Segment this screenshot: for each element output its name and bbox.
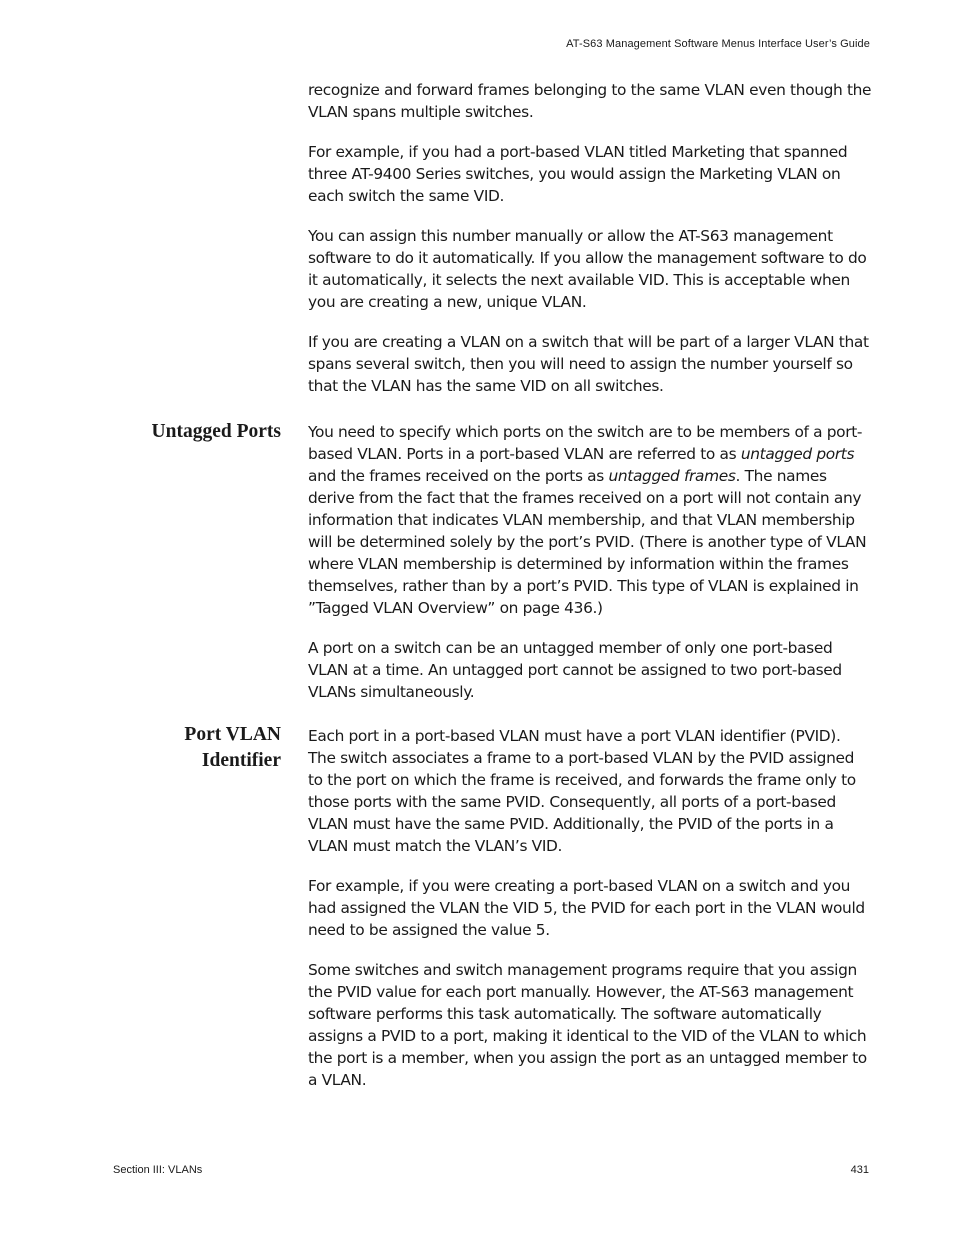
untagged-ports-section <box>308 421 872 721</box>
untagged-text-a: You need to specify which ports on the switch are to be members of a port-based VLAN. Ports in a port-based VLAN are referred to as <box>308 423 863 463</box>
port-vlan-identifier-heading <box>184 722 281 774</box>
pvid-paragraph-2: For example, if you were creating a port-based VLAN on a switch and you had assigned the VLAN the VID 5, the PVID for each port in the VLAN would need to be assigned the value 5. <box>308 877 865 939</box>
pvid-section <box>308 725 872 1109</box>
running-header: AT-S63 Management Software Menus Interface User’s Guide <box>566 38 870 50</box>
intro-paragraph-3: You can assign this number manually or allow the AT-S63 management software to do it automatically. If you allow the management software to do it automatically, it selects the next available VID. This is acceptable when you are creating a new, unique VLAN. <box>308 227 867 311</box>
untagged-text-c: . The names derive from the fact that the frames received on a port will not contain any information that indicates VLAN membership, and that VLAN membership will be determined solely by the port’s PVID. (There is another type of VLAN where VLAN membership is determined by information within the frames themselves, rather than by a port’s PVID. This type of VLAN is explained in ”Tagged VLAN Overview” on page 436.) <box>308 467 867 617</box>
untagged-text-b: and the frames received on the ports as <box>308 467 609 485</box>
intro-paragraph-4: If you are creating a VLAN on a switch that will be part of a larger VLAN that spans several switch, then you will need to assign the number yourself so that the VLAN has the same VID on all switches. <box>308 333 869 395</box>
pvid-paragraph-3: Some switches and switch management programs require that you assign the PVID value for each port manually. However, the AT-S63 management software performs this task automatically. The software automatically assigns a PVID to a port, making it identical to the VID of the VLAN to which the port is a member, when you assign the port as an untagged member to a VLAN. <box>308 961 867 1089</box>
intro-paragraph-2: For example, if you had a port-based VLAN titled Marketing that spanned three AT-9400 Series switches, you would assign the Marketing VLAN on each switch the same VID. <box>308 143 848 205</box>
untagged-frames-term: untagged frames <box>608 467 736 485</box>
footer-section-label: Section III: VLANs <box>113 1164 203 1176</box>
footer-page-number: 431 <box>850 1164 869 1176</box>
intro-section <box>308 79 872 415</box>
untagged-paragraph-2: A port on a switch can be an untagged member of only one port-based VLAN at a time. An untagged port cannot be assigned to two port-based VLANs simultaneously. <box>308 639 842 701</box>
heading-line-2: Identifier <box>201 750 281 771</box>
untagged-ports-term: untagged ports <box>740 445 855 463</box>
intro-paragraph-1: recognize and forward frames belonging to the same VLAN even though the VLAN spans multiple switches. <box>308 81 872 121</box>
heading-line-1: Port VLAN <box>184 724 281 745</box>
untagged-paragraph-1 <box>308 421 872 619</box>
untagged-ports-heading: Untagged Ports <box>151 421 281 442</box>
pvid-paragraph-1: Each port in a port-based VLAN must have a port VLAN identifier (PVID). The switch associates a frame to a port-based VLAN by the PVID assigned to the port on which the frame is received, and forwards the frame only to those ports with the same PVID. Consequently, all ports of a port-based VLAN must have the same PVID. Additionally, the PVID of the ports in a VLAN must match the VLAN’s VID. <box>308 727 856 855</box>
